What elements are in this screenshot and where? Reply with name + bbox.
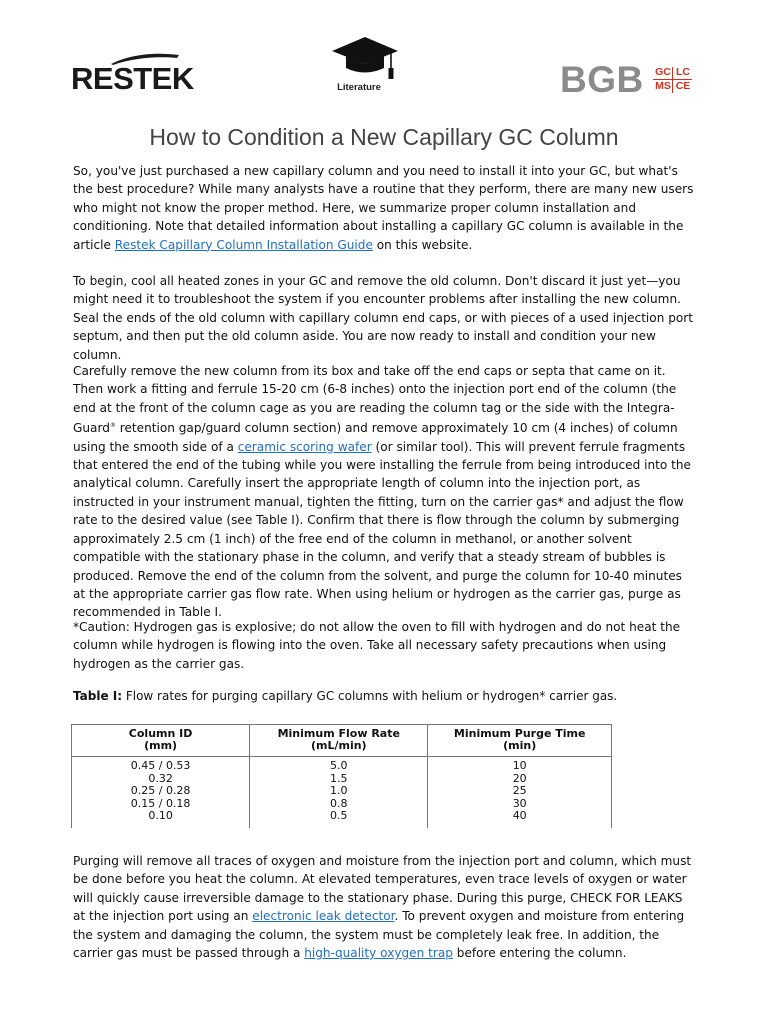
literature-badge (324, 35, 406, 97)
bgb-ms: MS (655, 80, 671, 92)
page-title: How to Condition a New Capillary GC Column (149, 124, 619, 150)
purge-paragraph: Purging will remove all traces of oxygen and moisture from the injection port and column, which must be done before you heat the column. At elevated temperatures, even trace levels of oxygen or water will quickly cause irreversible damage to the stationary phase. During this purge, CHECK FOR LEAKS at the injection port using an electronic leak detector. To prevent oxygen and moisture from entering the system and damaging the column, the system must be completely leak free. In addition, the carrier gas must be passed through a high-quality oxygen trap before entering the column. (73, 854, 692, 961)
ceramic-scoring-wafer-link[interactable]: ceramic scoring wafer (237, 439, 372, 454)
column-id-values: 0.45 / 0.53 0.32 0.25 / 0.28 0.15 / 0.18 0.10 (72, 757, 250, 829)
bgb-lc: LC (676, 66, 690, 78)
literature-label: Literature (337, 82, 381, 93)
electronic-leak-detector-link[interactable]: electronic leak detector (252, 909, 395, 924)
bgb-wordmark: BGB (560, 59, 644, 100)
header-min-flow-rate: Minimum Flow Rate (mL/min) (250, 725, 428, 757)
header-min-purge-time: Minimum Purge Time (min) (428, 725, 612, 757)
header-column-id: Column ID (mm) (72, 725, 250, 757)
table-caption: Table I: Flow rates for purging capillary GC columns with helium or hydrogen* carrier gas. (73, 689, 618, 703)
restek-wordmark: RESTEK (71, 61, 194, 96)
flow-rate-values: 5.0 1.5 1.0 0.8 0.5 (250, 757, 428, 829)
bgb-ce: CE (675, 80, 691, 92)
bgb-gc: GC (655, 66, 671, 78)
bgb-logo (560, 60, 700, 100)
graduation-cap-icon (330, 35, 400, 81)
restek-logo (71, 52, 201, 96)
bgb-divider-v (672, 67, 673, 93)
bgb-technique-grid (653, 66, 693, 94)
flow-rate-table (71, 724, 612, 828)
caution-paragraph: *Caution: Hydrogen gas is explosive; do not allow the oven to fill with hydrogen and do not heat the column while hydrogen is flowing into the oven. Take all necessary safety precautions when using hydrogen as the carrier gas. (73, 620, 681, 671)
cool-down-paragraph: To begin, cool all heated zones in your GC and remove the old column. Don't discard it just yet—you might need it to troubleshoot the system if you encounter problems after installing the new column. Seal the ends of the old column with capillary column end caps, or with pieces of a used injection port septum, and then put the old column aside. You are now ready to install and condition your new column. (73, 274, 693, 362)
registered-mark: ® (109, 422, 116, 430)
oxygen-trap-link[interactable]: high-quality oxygen trap (304, 946, 453, 961)
install-paragraph: Carefully remove the new column from its box and take off the end caps or septa that came on it. Then work a fitting and ferrule 15-20 cm (6-8 inches) onto the injection port end of the column (the end at the front of the column cage as you are reading the column tag or the side with the Integra-Guard® retention gap/guard column section) and remove approximately 10 cm (4 inches) of column using the smooth side of a ceramic scoring wafer (or similar tool). This will prevent ferrule fragments that entered the end of the tubing while you were installing the ferrule from being introduced into the analytical column. Carefully insert the appropriate length of column into the injection port, as instructed in your instrument manual, tighten the fitting, turn on the carrier gas* and adjust the flow rate to the desired value (see Table I). Confirm that there is flow through the column by submerging approximately 2.5 cm (1 inch) of the free end of the column in methanol, or another solvent compatible with the stationary phase in the column, and verify that a steady stream of bubbles is produced. Remove the end of the column from the solvent, and purge the column for 10-40 minutes at the appropriate carrier gas flow rate. When using helium or hydrogen as the carrier gas, purge as recommended in Table I. (73, 364, 691, 620)
purge-time-values: 10 20 25 30 40 (428, 757, 612, 829)
intro-paragraph: So, you've just purchased a new capillary column and you need to install it into your GC, but what's the best procedure? While many analysts have a routine that they perform, there are many new users who might not know the proper method. Here, we summarize proper column installation and conditioning. Note that detailed information about installing a capillary GC column is available in the article Restek Capillary Column Installation Guide on this website. (73, 164, 694, 252)
table-row (72, 757, 612, 829)
bgb-divider-h (653, 79, 692, 80)
installation-guide-link[interactable]: Restek Capillary Column Installation Guide (114, 237, 373, 252)
